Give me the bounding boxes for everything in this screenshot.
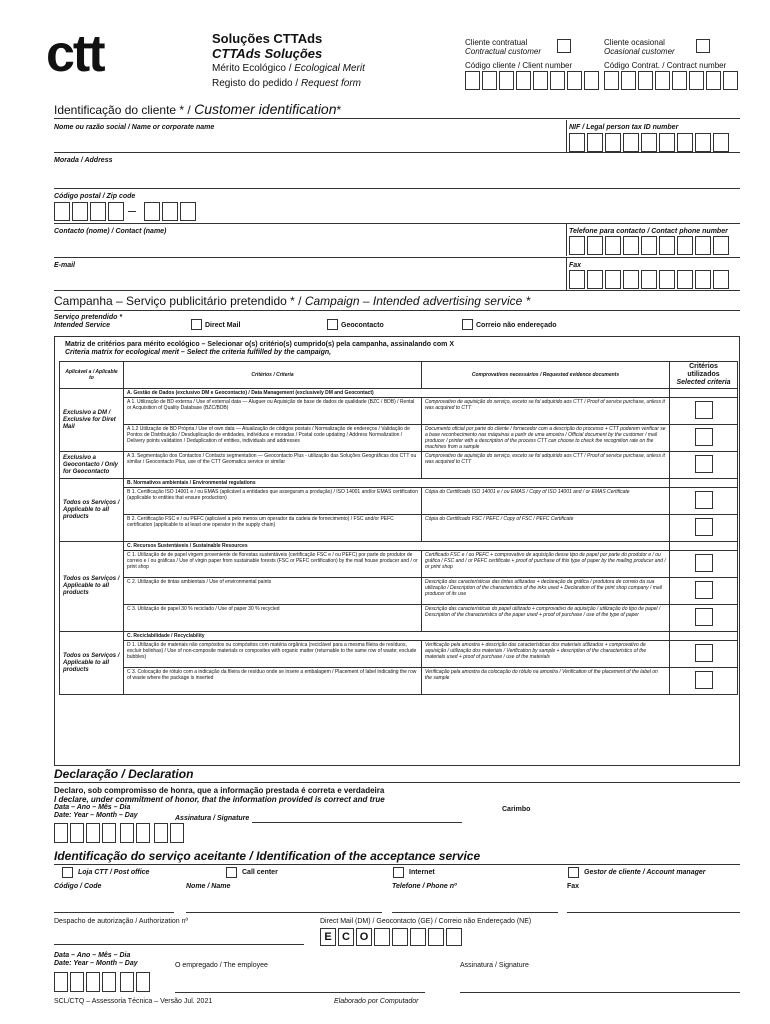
fax-digit[interactable] [605,270,621,289]
evidence-cell: Descrição das características do papel utilizado + comprovativo de aquisição / utilização do tipo de papel / Description of the characteristics of the paper used + proof of purchase / use of the type of paper [422,605,670,632]
client-number-digit[interactable] [465,71,480,90]
selected-cell [670,641,738,668]
nif-digit[interactable] [713,133,729,152]
selected-cell [670,578,738,605]
selected-cell [670,398,738,425]
selected-cell [670,488,738,515]
name-label: Nome ou razão social / Name or corporate name [54,124,215,131]
phone-label: Telefone para contacto / Contact phone number [569,228,728,235]
criterion-cell: D 1. Utilização de materiais não compósitos ou compósitos com matéria orgânica (reciclável para a mesma fileira de resíduos, excluir bolinhas) / Use of non-composite materials or composites with organic matter (returnable to the same row of waste; exclude bubbles) [124,641,422,668]
nif-digit[interactable] [623,133,639,152]
eco-code-digit[interactable] [410,928,426,946]
decl-date-digit[interactable] [54,823,68,843]
header-request: Registo do pedido / Request form [212,78,361,89]
acc-employee-label: O empregado / The employee [175,962,268,969]
contract-number-digit[interactable] [672,71,687,90]
postal-digit[interactable] [90,202,106,221]
header-title: Soluções CTTAds [212,31,323,46]
acc-account-manager-label: Gestor de cliente / Account manager [584,869,706,876]
criterion-checkbox[interactable] [695,581,713,599]
opt-direct-mail-label: Direct Mail [205,322,241,329]
criteria-table [59,361,738,695]
eco-code-digit[interactable] [374,928,390,946]
declaration-text: Declaro, sob compromisso de honra, que a informação prestada é correta e verdadeira I declare, under commitment of honor, that the information provided is correct and true [54,786,385,804]
postal-digit[interactable] [180,202,196,221]
client-number-digit[interactable] [550,71,565,90]
criteria-group-title: C. Reciclabilidade / Recyclability [124,632,670,641]
decl-signature-label: Assinatura / Signature [175,815,250,822]
client-number-digit[interactable] [499,71,514,90]
fax-digit[interactable] [587,270,603,289]
eco-code-digit[interactable] [428,928,444,946]
contract-number-digit[interactable] [604,71,619,90]
criterion-cell: C 2. Utilização de tintas ambientais / Use of environmental paints [124,578,422,605]
criteria-group-title: B. Normativos ambientais / Environmental regulations [124,479,670,488]
phone-digit[interactable] [569,236,585,255]
group-blank-cell [670,542,738,551]
fax-digit[interactable] [677,270,693,289]
acc-account-manager-checkbox[interactable] [568,867,579,878]
decl-stamp-label: Carimbo [502,806,531,813]
opt-unaddressed-checkbox[interactable] [462,319,473,330]
evidence-cell: Comprovativo de aquisição do serviço, exceto se foi adquirido aos CTT / Proof of service purchase, unless it was acquired to CTT [422,398,670,425]
opt-geocontacto-label: Geocontacto [341,322,384,329]
criterion-checkbox[interactable] [695,491,713,509]
criterion-cell: B 2. Certificação FSC e / ou PEFC (aplicável a pelo menos um operador da cadeia de fornecimento) / FSC and/or PEFC certification (applicable to at least one operator in the supply chain) [124,515,422,542]
nif-digit[interactable] [641,133,657,152]
fax-digit[interactable] [623,270,639,289]
postal-digit[interactable] [54,202,70,221]
contract-number-digit[interactable] [621,71,636,90]
eco-code-digit[interactable] [392,928,408,946]
acc-fax-label: Fax [567,883,580,890]
email-label: E-mail [54,262,76,269]
contract-number-digit[interactable] [689,71,704,90]
client-number-digit[interactable] [516,71,531,90]
acc-post-office-label: Loja CTT / Post office [78,869,150,876]
contract-checkbox[interactable] [557,39,571,53]
postal-label: Código postal / Zip code [54,193,136,200]
acc-date-digit[interactable] [136,972,150,992]
footer-version: SCL/CTQ – Assessoria Técnica – Versão Jul. 2021 [54,998,213,1005]
acc-date-digit[interactable] [120,972,134,992]
postal-digit[interactable] [162,202,178,221]
phone-digit[interactable] [641,236,657,255]
criterion-checkbox[interactable] [695,518,713,536]
acc-post-office-checkbox[interactable] [62,867,73,878]
contract-number-digit[interactable] [706,71,721,90]
occasional-checkbox[interactable] [696,39,710,53]
eco-code-box: C [338,928,354,946]
decl-date-digit[interactable] [170,823,184,843]
decl-date-label: Data – Ano – Mês – Dia Date: Year – Month – Day [54,804,138,819]
service-label: Serviço pretendido * Intended Service [54,314,123,329]
fax-digit[interactable] [713,270,729,289]
criterion-checkbox[interactable] [695,671,713,689]
header-subtitle: Mérito Ecológico / Ecological Merit [212,63,365,74]
contract-number-digit[interactable] [638,71,653,90]
selected-cell [670,425,738,452]
decl-date-digit[interactable] [102,823,116,843]
selected-cell [670,668,738,695]
acc-auth-label: Despacho de autorização / Authorization nº [54,918,189,925]
selected-cell [670,452,738,479]
applicable-cell: Exclusivo a DM / Exclusive for Diret Mail [60,389,124,452]
group-blank-cell [670,632,738,641]
acc-date-digit[interactable] [54,972,68,992]
acc-date-digit[interactable] [86,972,100,992]
campaign-section-title: Campanha – Serviço publicitário pretendido * / Campaign – Intended advertising service * [54,294,531,308]
acc-code-label: Código / Code [54,883,102,890]
eco-code-box: E [320,928,336,946]
ctt-logo: ctt [46,25,104,83]
col-evidence: Comprovativos necessários / Requested evidence documents [422,362,670,389]
acc-call-center-label: Call center [242,869,278,876]
selected-cell [670,515,738,542]
client-number-label: Código cliente / Client number [465,61,573,70]
occasional-label: Cliente ocasional Ocasional customer [604,38,675,56]
client-number-digit[interactable] [567,71,582,90]
evidence-cell: Verificação pela amostra da colocação do rótulo na amostra / Verification of the placement of the label on the sample [422,668,670,695]
criterion-cell: C 3. Colocação de rótulo com a indicação da fileira de resíduo onde se insere a embalagem / Placement of label indicating the row of waste where the package is inserted [124,668,422,695]
criterion-checkbox[interactable] [695,428,713,446]
acceptance-section-title: Identificação do serviço aceitante / Identification of the acceptance service [54,849,481,863]
footer-generated: Elaborado por Computador [334,998,419,1005]
acc-date-digit[interactable] [102,972,116,992]
phone-digit[interactable] [587,236,603,255]
postal-digit[interactable] [72,202,88,221]
phone-digit[interactable] [713,236,729,255]
criterion-cell: C 1. Utilização de de papel virgem proveniente de florestas sustentáveis (certificação FSC e / ou PEFC) por parte do produtor de correio e / ou gráficas / Use of virgin paper from sustainable forests (FSC or PEFC certification) by the mail house producer and / or print shop [124,551,422,578]
opt-direct-mail-checkbox[interactable] [191,319,202,330]
acc-internet-checkbox[interactable] [393,867,404,878]
phone-digit[interactable] [659,236,675,255]
applicable-cell: Todos os Serviços / Applicable to all products [60,542,124,632]
decl-date-digit[interactable] [154,823,168,843]
group-blank-cell [670,479,738,488]
phone-digit[interactable] [623,236,639,255]
phone-digit[interactable] [695,236,711,255]
nif-digit[interactable] [569,133,585,152]
criterion-cell: A 1. Utilização de BD externa / Use of external data — Aluguer ou Aquisição de base de dados de qualidade (BZC / BDB) / Rental or Acquisition of Quality Database (BZC/BDB) [124,398,422,425]
fax-digit[interactable] [659,270,675,289]
evidence-cell: Verificação pela amostra + descrição das características dos materiais utilizados + comprovativo de aquisição / utilização dos materiais / Verification by sample + description of the characteristics of the materials used + proof of purchase / use of the materials [422,641,670,668]
criterion-cell: C 3. Utilização de papel 30 % reciclado / Use of paper 30 % recycled [124,605,422,632]
fax-digit[interactable] [695,270,711,289]
phone-digit[interactable] [605,236,621,255]
criteria-group-title: A. Gestão de Dados (exclusivo DM e Geocontacto) / Data Management (exclusively DM and Geocontact) [124,389,670,398]
criteria-group-title: C. Recursos Sustentáveis / Sustainable Resources [124,542,670,551]
evidence-cell: Cópia do Certificado ISO 14001 e / ou EMAS / Copy of ISO 14001 and / or EMAS Certificate [422,488,670,515]
eco-code-box: O [356,928,372,946]
fax-digit[interactable] [641,270,657,289]
contract-code-label: Código Contrat. / Contract number [604,61,727,70]
eco-code-digit[interactable] [446,928,462,946]
fax-label: Fax [569,262,582,269]
acc-date-digit[interactable] [70,972,84,992]
selected-cell [670,605,738,632]
postal-dash [128,211,136,212]
declaration-section-title: Declaração / Declaration [54,767,194,781]
decl-date-digit[interactable] [86,823,100,843]
criterion-checkbox[interactable] [695,608,713,626]
address-label: Morada / Address [54,157,113,164]
nif-digit[interactable] [677,133,693,152]
col-applicable: Aplicável a / Aplicable to [60,362,124,389]
criteria-matrix [54,336,740,766]
postal-digit[interactable] [144,202,160,221]
nif-digit[interactable] [605,133,621,152]
col-selected: Critérios utilizados Selected criteria [670,362,738,389]
contract-number-digit[interactable] [723,71,738,90]
postal-digit[interactable] [108,202,124,221]
matrix-heading: Matriz de critérios para mérito ecológico – Selecionar o(s) critério(s) cumprido(s) pela campanha, assinalando com X Criteria matrix for ecological merit – Select the criteria fulfilled by the campaign, [65,341,454,356]
evidence-cell: Comprovativo de aquisição do serviço, exceto se foi adquirido aos CTT / Proof of service purchase, unless it was acquired to CTT [422,452,670,479]
criterion-cell: A 1.2 Utilização de BD Própria / Use of own data — Atualização de códigos postais / Normalização de endereços / Validação de Pontos de Distribuição / Desduplicação de entidades, indivíduos e moradas / Postal code updating / Address Normalization / Delivery points validation / Deduplication of entities, individuals and addresses [124,425,422,452]
criterion-cell: B 1. Certificação ISO 14001 e / ou EMAS (aplicável a entidades que asseguram a produção) / ISO 14001 and/or EMAS certification (applicable to entities that ensure production) [124,488,422,515]
nif-digit[interactable] [659,133,675,152]
acc-phone-label: Telefone / Phone nº [392,883,457,890]
criterion-checkbox[interactable] [695,554,713,572]
evidence-cell: Cópia do Certificado FSC / PEFC / Copy of FSC / PEFC Certificate [422,515,670,542]
opt-geocontacto-checkbox[interactable] [327,319,338,330]
contract-label: Cliente contratual Contractual customer [465,38,542,56]
criterion-checkbox[interactable] [695,644,713,662]
decl-date-digit[interactable] [70,823,84,843]
acc-signature-label: Assinatura / Signature [460,962,529,969]
acc-dm-label: Direct Mail (DM) / Geocontacto (GE) / Correio não Endereçado (NE) [320,918,532,925]
selected-cell [670,551,738,578]
fax-digit[interactable] [569,270,585,289]
evidence-cell: Descrição das características das tintas utilizadas + declaração da gráfica / produtora de correio da sua utilização / Description of the characteristics of the inks used + Declaration of the print shop company / mail producer of its use [422,578,670,605]
decl-date-digit[interactable] [120,823,134,843]
group-blank-cell [670,389,738,398]
applicable-cell: Todos os Serviços / Applicable to all products [60,632,124,695]
opt-unaddressed-label: Correio não endereçado [476,322,557,329]
client-number-digit[interactable] [533,71,548,90]
evidence-cell: Certificado FSC e / ou PEFC + comprovativo de aquisição desse tipo de papel por parte do produtor e / ou gráfica / FSC and / or PEFC certificate + proof of purchase of this type of paper by the mailing producer and / or print shop [422,551,670,578]
nif-label: NIF / Legal person tax ID number [569,124,679,131]
acc-name-label: Nome / Name [186,883,231,890]
col-criteria: Critérios / Criteria [124,362,422,389]
phone-digit[interactable] [677,236,693,255]
criterion-checkbox[interactable] [695,455,713,473]
criterion-cell: A 3. Segmentação dos Contactos / Contacts segmentation — Geocontacto Plus - utilização das Soluções Geográficas dos CTT ou similar / Geocontacto Plus, use of the CTT Geomatics service or similar [124,452,422,479]
contract-number-digit[interactable] [655,71,670,90]
customer-section-title: Identificação do cliente * / Customer identification* [54,101,342,117]
client-number-digit[interactable] [584,71,599,90]
nif-digit[interactable] [695,133,711,152]
contact-label: Contacto (nome) / Contact (name) [54,228,167,235]
decl-date-digit[interactable] [136,823,150,843]
acc-date-label: Data – Ano – Mês – Dia Date: Year – Month – Day [54,952,138,967]
client-number-digit[interactable] [482,71,497,90]
applicable-cell: Todos os Serviços / Applicable to all products [60,479,124,542]
acc-call-center-checkbox[interactable] [226,867,237,878]
evidence-cell: Documento oficial por parte do cliente / fornecedor com a descrição do processo + CTT poderem verificar se a base reconhecimento nas máquinas a partir de uma amostra / Official document by the customer / mail producer / printer with a description of the process CTT can choose to check the recognition rate on the machines from a sample [422,425,670,452]
nif-digit[interactable] [587,133,603,152]
header-title-en: CTTAds Soluções [212,46,323,61]
acc-internet-label: Internet [409,869,435,876]
criterion-checkbox[interactable] [695,401,713,419]
applicable-cell: Exclusivo a Geocontacto / Only for Geocontacto [60,452,124,479]
